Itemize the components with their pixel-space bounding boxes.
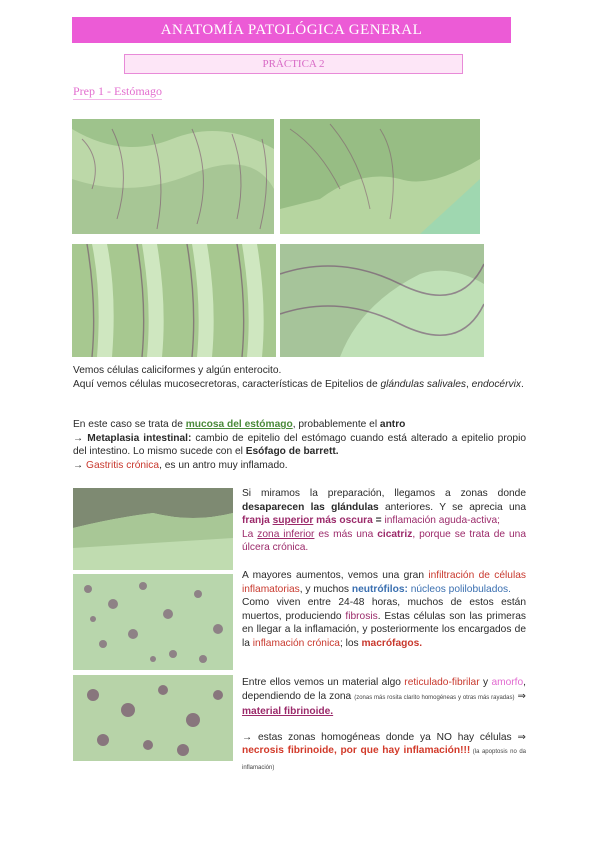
paragraph-stomach-mucosa: En este caso se trata de mucosa del estómago, probablemente el antro → Metaplasia intestinal: cambio de epitelio del estómago cuando está alterado a epitelio propio del intestino. Lo mismo sucede con el Esófago de barrett. → Gastritis crónica, es un antro muy inflamado.: [73, 419, 526, 471]
micrograph-intestinal-metaplasia: [72, 244, 276, 357]
practice-subtitle: PRÁCTICA 2: [124, 54, 463, 74]
micrograph-stomach-mucosa: [280, 119, 480, 234]
prep-heading: Prep 1 - Estómago: [73, 84, 162, 98]
micrograph-inflammatory-infiltrate: [73, 574, 233, 670]
paragraph-fibrinoid-material: Entre ellos vemos un material algo reticulado-fibrilar y amorfo, dependiendo de la zona (zonas más rosita clarito homogéneas y otras más rayadas) ⇒ material fibrinoide. → estas zonas homogéneas donde ya NO hay células ⇒ necrosis fibrinoide, por que hay inflamación!!! (la apoptosis no da inflamación): [242, 677, 527, 771]
micrograph-fibrinoid-necrosis: [73, 675, 233, 761]
paragraph-goblet-cells: Vemos células caliciformes y algún enterocito. Aquí vemos células mucosecretoras, características de Epitelios de glándulas salivales, endocérvix.: [73, 365, 524, 390]
document-title: ANATOMÍA PATOLÓGICA GENERAL: [72, 17, 511, 43]
paragraph-inflammatory-cells: A mayores aumentos, vemos una gran infiltración de células inflamatorias, y muchos neutrófilos: núcleos polilobulados. Como viven entre 24-48 horas, muchos de estos están muertos, produciendo fibrosis. Estas células son las primeras en llegar a la inflamación, y posteriormente los encargados de la inflamación crónica; los macrófagos.: [242, 570, 527, 649]
paragraph-ulcer-zones: Si miramos la preparación, llegamos a zonas donde desaparecen las glándulas anteriores. Y se aprecia una franja superior más oscura = inflamación aguda-activa; La zona inferior es más una cicatriz, porque se trata de una úlcera crónica.: [242, 488, 527, 554]
micrograph-ulcer-low-power: [73, 488, 233, 570]
micrograph-goblet-cells: [280, 244, 484, 357]
micrograph-stomach-glands: [72, 119, 274, 234]
